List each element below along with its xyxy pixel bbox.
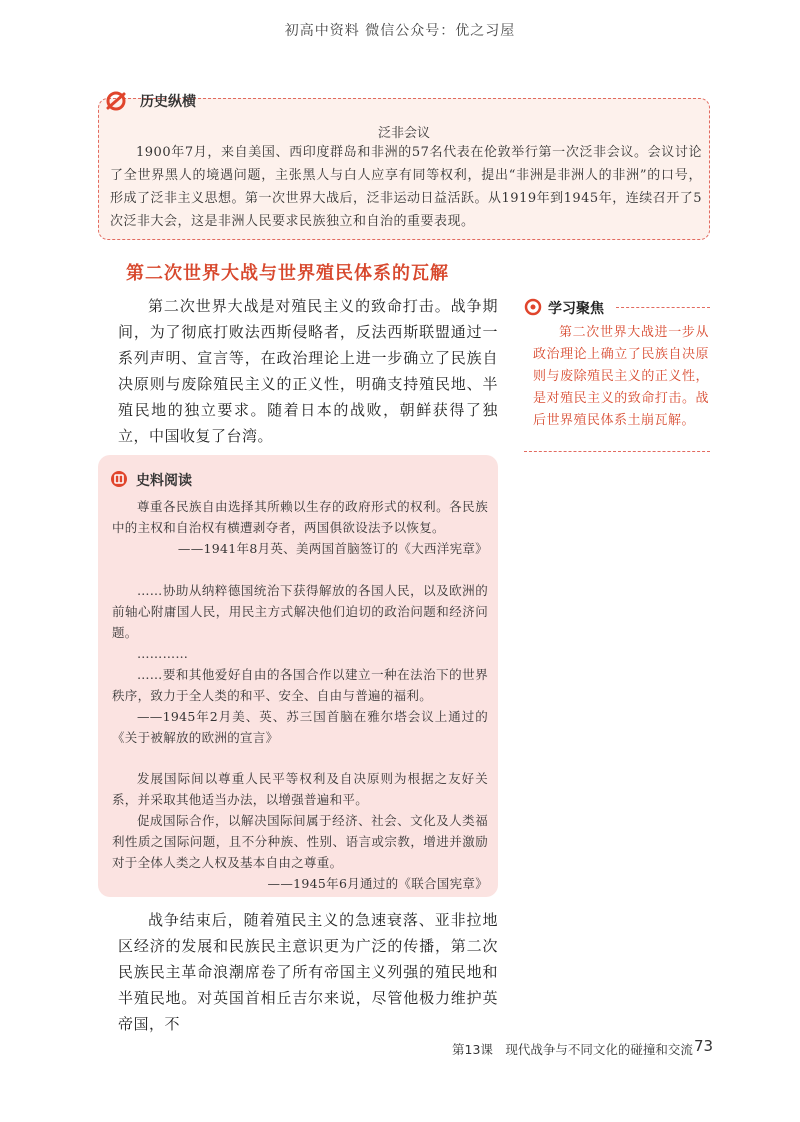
section-title: 第二次世界大战与世界殖民体系的瓦解 [126, 263, 449, 284]
source-quote-2 [112, 580, 488, 748]
book-icon [110, 470, 128, 488]
page-number: 73 [694, 1037, 714, 1055]
source-quote-3 [112, 768, 488, 894]
focus-target-icon [524, 298, 542, 316]
source-quote-1 [112, 496, 488, 559]
main-paragraph-2: 战争结束后，随着殖民主义的急速衰落、亚非拉地区经济的发展和民族民主意识更为广泛的传播，第二次民族民主革命浪潮席卷了所有帝国主义列强的殖民地和半殖民地。对英国首相丘吉尔来说，尽管他极力维护英帝国，不 [118, 911, 498, 1033]
history-panel-title: 泛非会议 [377, 126, 430, 141]
main-paragraph-1: 第二次世界大战是对殖民主义的致命打击。战争期间，为了彻底打败法西斯侵略者，反法西斯联盟通过一系列声明、宣言等，在政治理论上进一步确立了民族自决原则与废除殖民主义的正义性，明确支持殖民地、半殖民地的独立要求。随着日本的战败，朝鲜获得了独立，中国收复了台湾。 [118, 297, 498, 445]
study-focus-text: 第二次世界大战进一步从政治理论上确立了民族自决原则与废除殖民主义的正义性，是对殖民主义的致命打击。战后世界殖民体系土崩瓦解。 [533, 325, 709, 428]
source-quote-1-text: 尊重各民族自由选择其所赖以生存的政府形式的权利。各民族中的主权和自治权有横遭剥夺者，两国俱欲设法予以恢复。 [112, 499, 488, 535]
source-quote-3-citation: ——1945年6月通过的《联合国宪章》 [267, 876, 488, 891]
history-icon [104, 89, 128, 113]
source-quote-2-ellipsis: ………… [137, 646, 189, 661]
footer-lesson-title: 第13课 现代战争与不同文化的碰撞和交流 [452, 1042, 693, 1057]
source-quote-2-text-1: ……协助从纳粹德国统治下获得解放的各国人民，以及欧洲的前轴心附庸国人民，用民主方式解决他们迫切的政治问题和经济问题。 [112, 583, 488, 640]
study-focus-divider-top [616, 307, 710, 308]
source-quote-3-text-1: 发展国际间以尊重人民平等权利及自决原则为根据之友好关系，并采取其他适当办法，以增强普遍和平。 [112, 771, 488, 807]
source-quote-1-citation: ——1941年8月英、美两国首脑签订的《大西洋宪章》 [177, 541, 488, 556]
history-panel-body: 1900年7月，来自美国、西印度群岛和非洲的57名代表在伦敦举行第一次泛非会议。会议讨论了全世界黑人的境遇问题，主张黑人与白人应享有同等权利，提出“非洲是非洲人的非洲”的口号，形成了泛非主义思想。第一次世界大战后，泛非运动日益活跃。从1919年到1945年，连续召开了5次泛非大会，这是非洲人民要求民族独立和自治的重要表现。 [110, 145, 702, 229]
study-focus-divider-bottom [524, 451, 710, 452]
history-panel-label: 历史纵横 [140, 94, 196, 110]
source-quote-2-citation: ——1945年2月美、英、苏三国首脑在雅尔塔会议上通过的《关于被解放的欧洲的宣言》 [112, 709, 488, 745]
source-quote-2-text-2: ……要和其他爱好自由的各国合作以建立一种在法治下的世界秩序，致力于全人类的和平、安全、自由与普遍的福利。 [112, 667, 488, 703]
source-quote-3-text-2: 促成国际合作，以解决国际间属于经济、社会、文化及人类福利性质之国际问题，且不分种族、性别、语言或宗教，增进并激励对于全体人类之人权及基本自由之尊重。 [112, 813, 488, 870]
page-header: 初高中资料 微信公众号：优之习屋 [284, 23, 516, 39]
source-reading-label: 史料阅读 [136, 473, 192, 489]
study-focus-label: 学习聚焦 [548, 301, 604, 317]
